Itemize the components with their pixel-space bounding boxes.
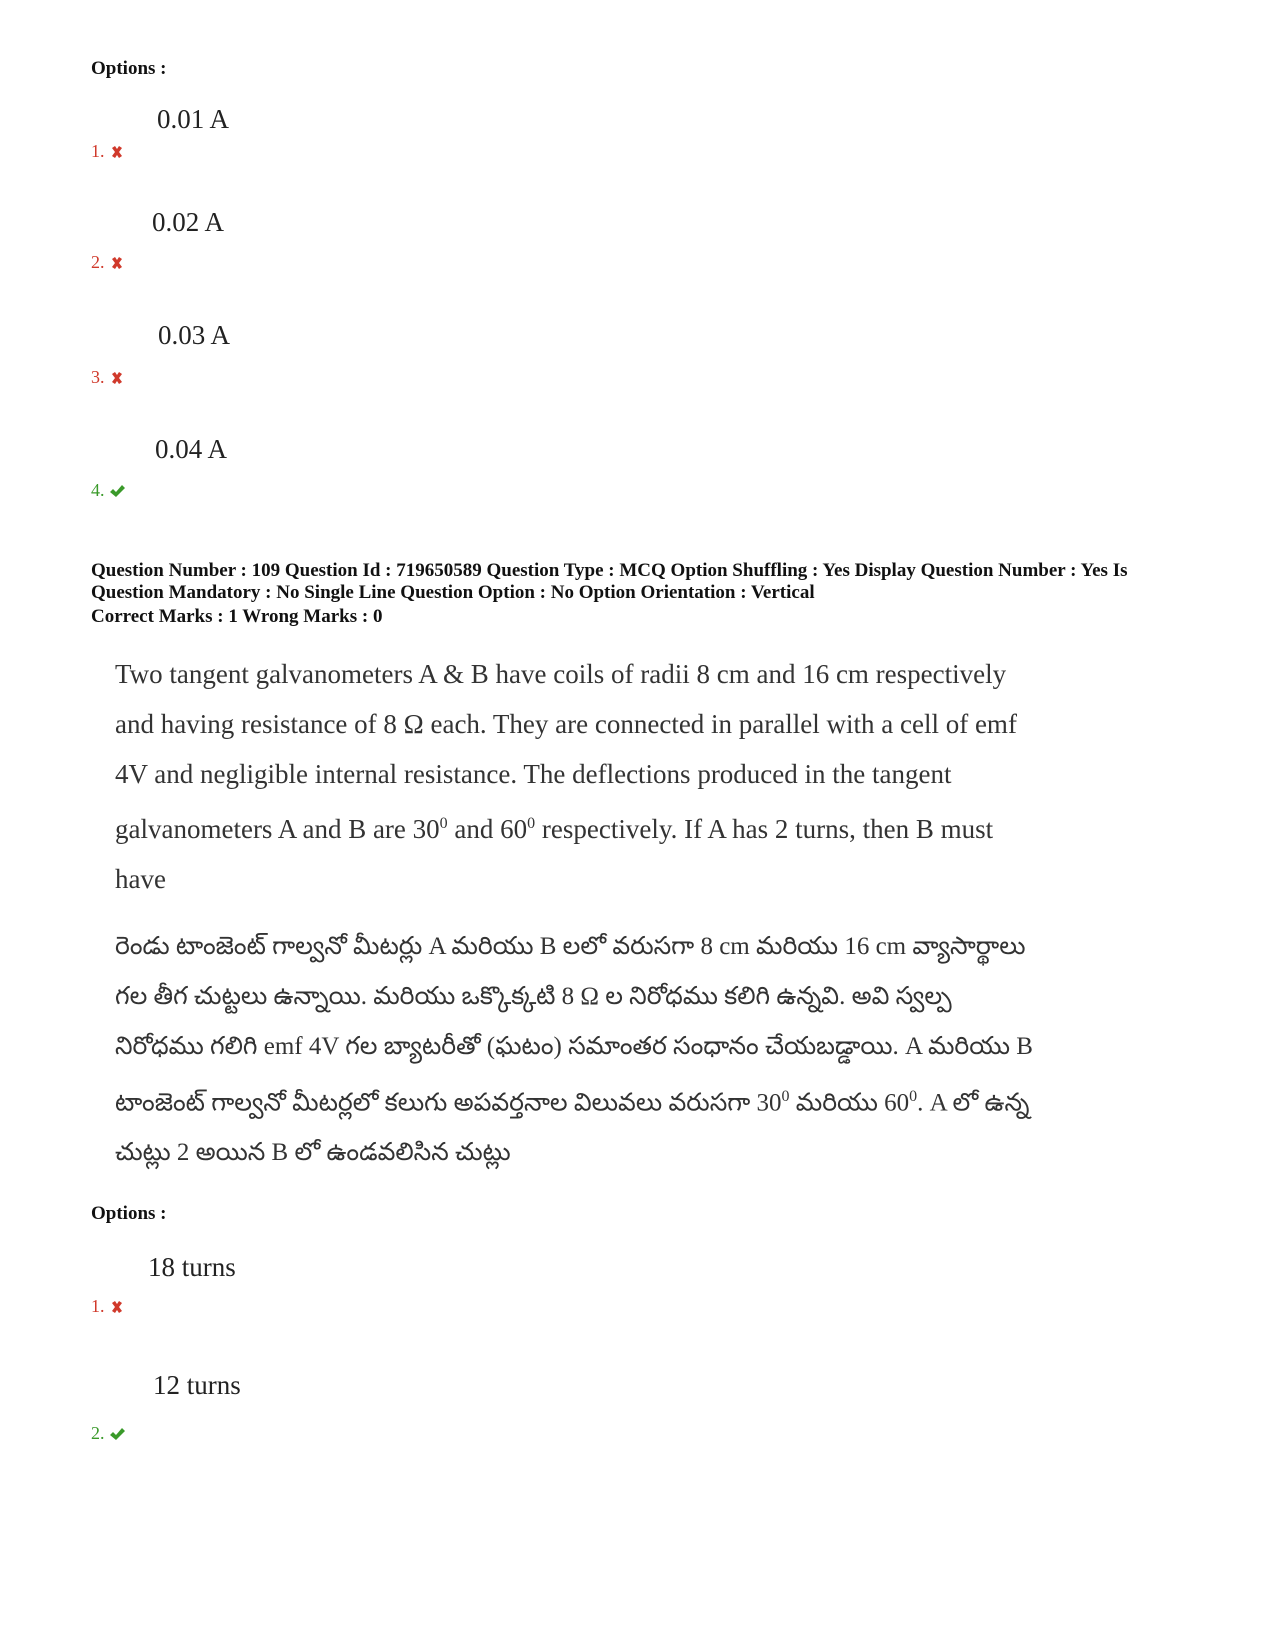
option-number (91, 1423, 125, 1444)
option-text: 0.01 A (157, 104, 230, 134)
option-text: 0.04 A (155, 434, 228, 464)
option-index: 2. (91, 1423, 105, 1443)
question-text-english (115, 649, 1075, 904)
option-number (91, 141, 125, 162)
option-number (91, 367, 125, 388)
wrong-cross-icon (109, 370, 125, 386)
question-line: రెండు టాంజెంట్ గాల్వనో మీటర్లు A మరియు B లలో వరుసగా 8 cm మరియు 16 cm వ్యాసార్థాలు (115, 933, 1026, 960)
wrong-cross-icon (109, 1299, 125, 1315)
question-line: గల తీగ చుట్టలు ఉన్నాయి. మరియు ఒక్కొక్కటి 8 Ω ల నిరోధము కలిగి ఉన్నవి. అవి స్వల్ప (115, 983, 952, 1010)
option-index: 2. (91, 252, 105, 272)
question-line: have (115, 864, 166, 894)
option-index: 3. (91, 367, 105, 387)
option-text: 18 turns (148, 1252, 236, 1282)
option-index: 4. (91, 480, 105, 500)
question-line: టాంజెంట్ గాల్వనో మీటర్లలో కలుగు అపవర్తనాల విలువలు వరుసగా $30^0$ మరియు $60^0$. A లో ఉన్న (115, 1088, 1030, 1117)
question-line: Two tangent galvanometers A & B have coils of radii 8 cm and 16 cm respectively (115, 659, 1007, 689)
question-meta-line1: Question Number : 109 Question Id : 719650589 Question Type : MCQ Option Shuffling : Yes Display Question Number : Yes Is (91, 560, 1128, 581)
question-meta (91, 560, 1211, 604)
question-line: galvanometers A and B are $30^0$ and $60^0$ respectively. If A has 2 turns, then B must (115, 814, 994, 844)
question-line: చుట్లు 2 అయిన B లో ఉండవలిసిన చుట్లు (115, 1139, 511, 1167)
question-text-telugu (115, 922, 1075, 1178)
option-index: 1. (91, 1296, 105, 1316)
question-line: 4V and negligible internal resistance. The deflections produced in the tangent (115, 759, 952, 789)
options-label: Options : (91, 58, 167, 79)
wrong-cross-icon (109, 255, 125, 271)
option-text: 0.02 A (152, 207, 225, 237)
option-text: 12 turns (153, 1370, 241, 1400)
question-meta-line2: Question Mandatory : No Single Line Question Option : No Option Orientation : Vertical (91, 582, 815, 603)
wrong-cross-icon (109, 144, 125, 160)
correct-check-icon (109, 1426, 125, 1442)
question-line: నిరోధము గలిగి emf 4V గల బ్యాటరీతో (ఘటం) సమాంతర సంధానం చేయబడ్డాయి. A మరియు B (115, 1033, 1033, 1060)
options-label: Options : (91, 1203, 167, 1224)
correct-check-icon (109, 483, 125, 499)
marks-info: Correct Marks : 1 Wrong Marks : 0 (91, 606, 383, 627)
option-number (91, 1296, 125, 1317)
option-text: 0.03 A (158, 320, 231, 350)
option-number (91, 480, 125, 501)
question-line: and having resistance of 8 Ω each. They are connected in parallel with a cell of emf (115, 709, 1017, 739)
option-number (91, 252, 125, 273)
option-index: 1. (91, 141, 105, 161)
